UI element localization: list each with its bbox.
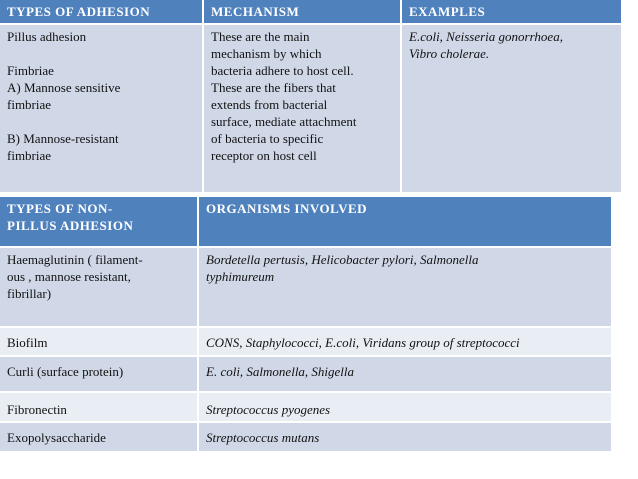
adhesion-type-cell: Pillus adhesion Fimbriae A) Mannose sensitive fimbriae B) Mannose-resistant fimbriae	[0, 24, 203, 193]
examples-cell: E.coli, Neisseria gonorrhoea, Vibro cholerae.	[401, 24, 622, 193]
non-pillus-type-cell: Curli (surface protein)	[0, 356, 198, 392]
table-row	[0, 356, 612, 392]
mechanism-cell: These are the main mechanism by which bacteria adhere to host cell. These are the fibers that extends from bacterial surface, mediate attachment of bacteria to specific receptor on host cell	[203, 24, 401, 193]
header-types-of-adhesion: TYPES OF ADHESION	[0, 0, 203, 24]
adhesion-table-header	[0, 0, 622, 24]
table-row	[0, 247, 612, 327]
non-pillus-table-header	[0, 197, 612, 247]
non-pillus-adhesion-table	[0, 197, 613, 453]
non-pillus-type-cell: Fibronectin	[0, 392, 198, 422]
organisms-cell: Bordetella pertusis, Helicobacter pylori, Salmonella typhimureum	[198, 247, 612, 327]
non-pillus-type-cell: Biofilm	[0, 327, 198, 356]
adhesion-table	[0, 0, 623, 194]
table-row	[0, 24, 622, 193]
organisms-cell: Streptococcus mutans	[198, 422, 612, 452]
organisms-cell: E. coli, Salmonella, Shigella	[198, 356, 612, 392]
organisms-cell: CONS, Staphylococci, E.coli, Viridans group of streptococci	[198, 327, 612, 356]
header-types-of-non-pillus-adhesion: TYPES OF NON- PILLUS ADHESION	[0, 197, 198, 247]
non-pillus-type-cell: Exopolysaccharide	[0, 422, 198, 452]
header-examples: EXAMPLES	[401, 0, 622, 24]
table-row	[0, 392, 612, 422]
header-mechanism: MECHANISM	[203, 0, 401, 24]
table-row	[0, 327, 612, 356]
table-row	[0, 422, 612, 452]
header-organisms-involved: ORGANISMS INVOLVED	[198, 197, 612, 247]
organisms-cell: Streptococcus pyogenes	[198, 392, 612, 422]
non-pillus-type-cell: Haemaglutinin ( filament- ous , mannose resistant, fibrillar)	[0, 247, 198, 327]
